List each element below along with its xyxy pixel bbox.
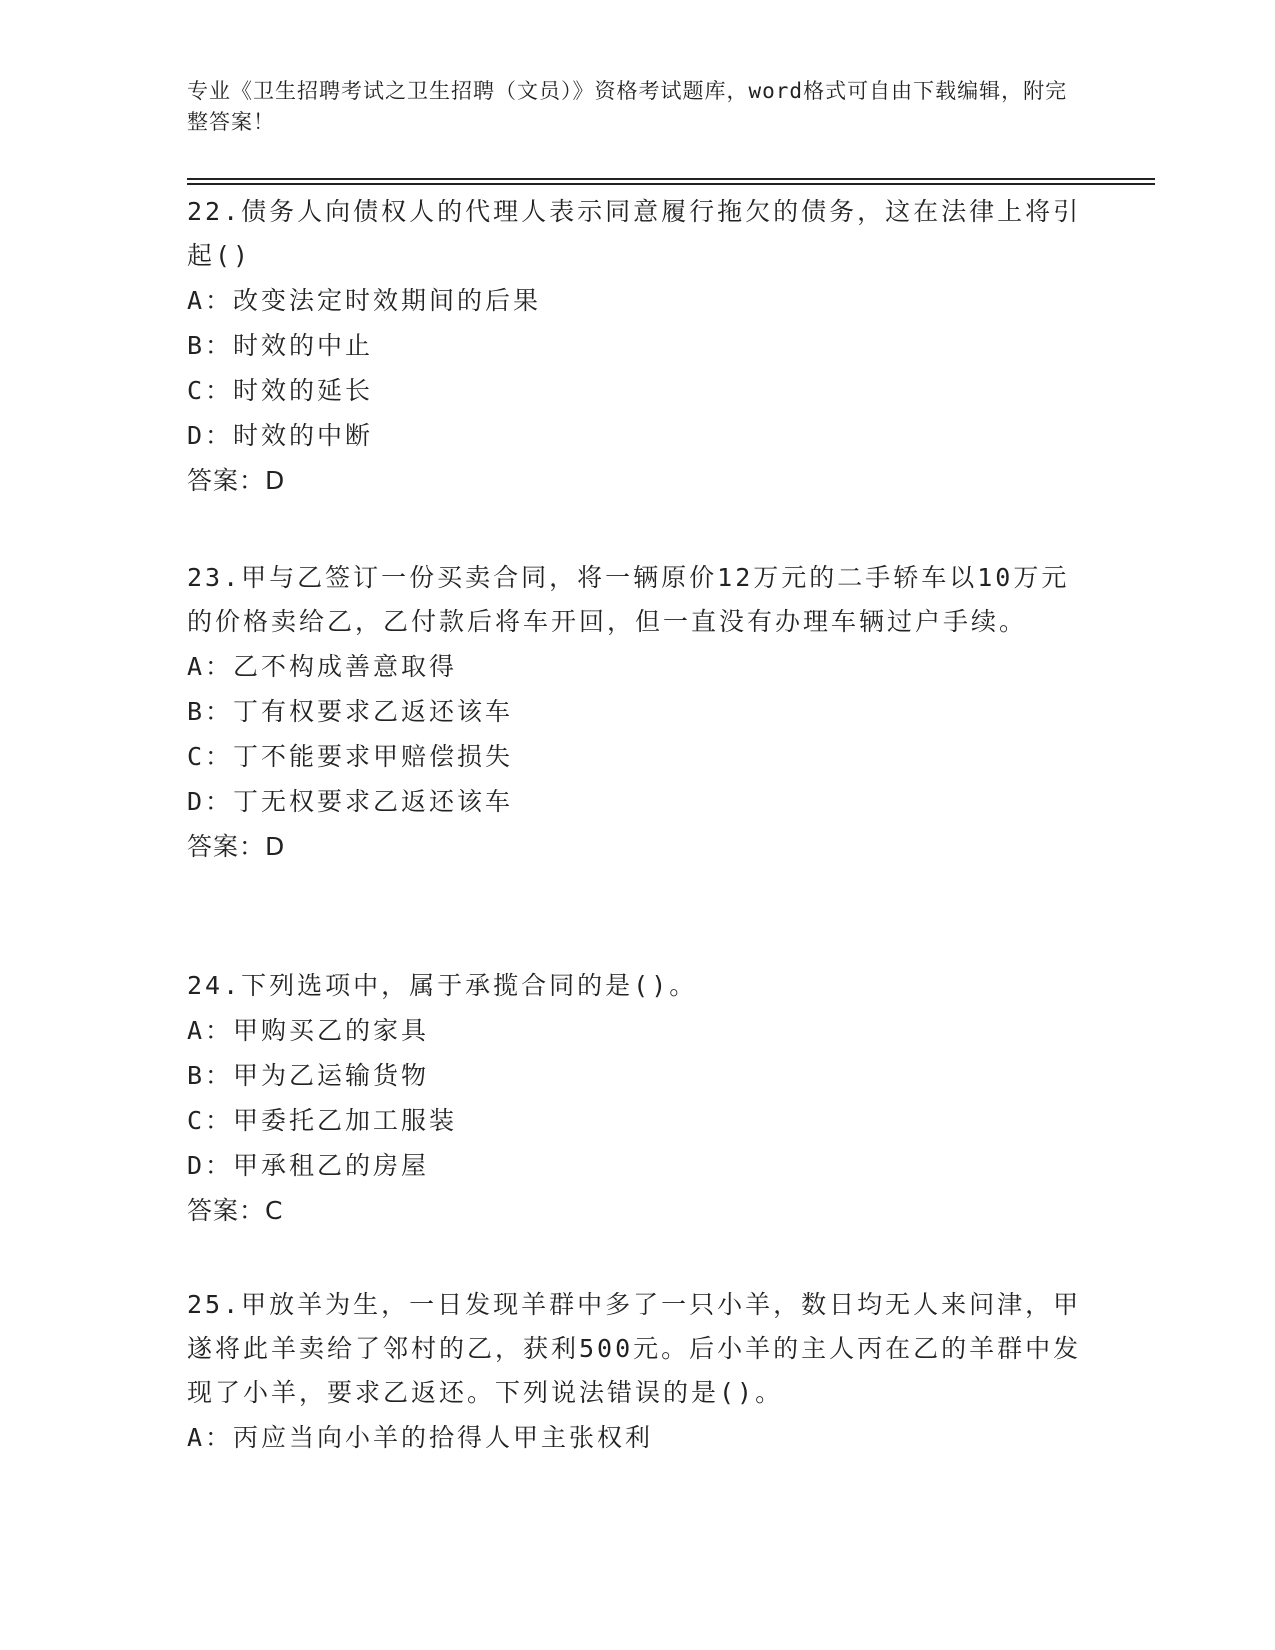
- document-header: 专业《卫生招聘考试之卫生招聘（文员）》资格考试题库，word格式可自由下载编辑，附完整答案！: [187, 79, 1068, 134]
- header-divider-bottom: [187, 183, 1155, 185]
- option-b: B：甲为乙运输货物: [187, 1061, 430, 1090]
- question-25: [187, 1283, 1087, 1460]
- question-stem: 22.债务人向债权人的代理人表示同意履行拖欠的债务，这在法律上将引起(): [187, 197, 1082, 270]
- question-stem: 25.甲放羊为生，一日发现羊群中多了一只小羊，数日均无人来问津，甲遂将此羊卖给了邻村的乙，获利500元。后小羊的主人丙在乙的羊群中发现了小羊，要求乙返还。下列说法错误的是()。: [187, 1290, 1082, 1407]
- question-stem: 24.下列选项中，属于承揽合同的是()。: [187, 971, 698, 1000]
- answer: 答案：D: [187, 832, 286, 861]
- header-divider-top: [187, 178, 1155, 180]
- option-c: C：丁不能要求甲赔偿损失: [187, 742, 514, 771]
- option-a: A：改变法定时效期间的后果: [187, 286, 542, 315]
- option-d: D：丁无权要求乙返还该车: [187, 787, 514, 816]
- option-d: D：时效的中断: [187, 421, 374, 450]
- question-22: [187, 190, 1087, 503]
- answer: 答案：C: [187, 1196, 284, 1225]
- question-24: [187, 964, 1087, 1233]
- option-a: A：乙不构成善意取得: [187, 652, 458, 681]
- option-d: D：甲承租乙的房屋: [187, 1151, 430, 1180]
- option-c: C：甲委托乙加工服装: [187, 1106, 458, 1135]
- answer: 答案：D: [187, 466, 286, 495]
- option-b: B：时效的中止: [187, 331, 374, 360]
- question-stem: 23.甲与乙签订一份买卖合同，将一辆原价12万元的二手轿车以10万元的价格卖给乙，乙付款后将车开回，但一直没有办理车辆过户手续。: [187, 563, 1070, 636]
- option-c: C：时效的延长: [187, 376, 374, 405]
- option-a: A：丙应当向小羊的拾得人甲主张权利: [187, 1423, 654, 1452]
- option-b: B：丁有权要求乙返还该车: [187, 697, 514, 726]
- option-a: A：甲购买乙的家具: [187, 1016, 430, 1045]
- question-23: [187, 556, 1087, 869]
